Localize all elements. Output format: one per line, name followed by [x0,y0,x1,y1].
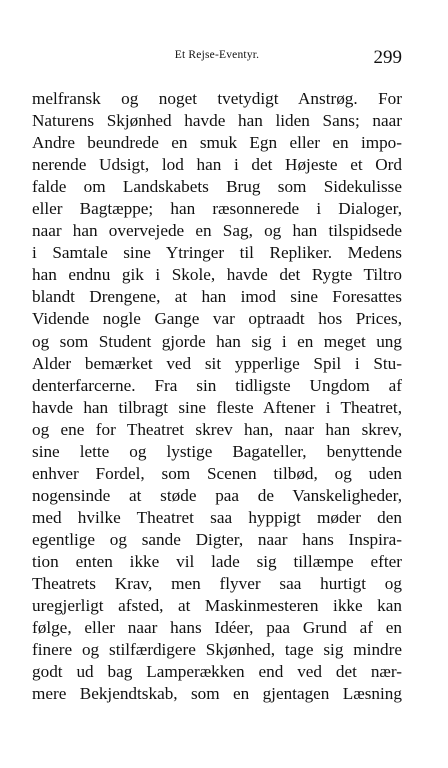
text-line: med hvilke Theatret saa hyppigt møder den [32,507,402,527]
text-line: Vidende nogle Gange var optraadt hos Prices, [32,309,402,329]
text-line: sine lette og lystige Bagateller, benyttende [32,441,402,461]
running-title: Et Rejse-Eventyr. [174,49,260,61]
text-line: enhver Fordel, som Scenen tilbød, og uden [32,463,402,483]
text-line: naar han overvejede en Sag, og han tilspidsede [32,221,402,241]
text-line: nerende Udsigt, lod han i det Højeste et Ord [32,155,402,175]
text-line: egentlige og sande Digter, naar hans Inspira- [32,529,402,549]
text-line: falde om Landskabets Brug som Sidekulisse [32,177,402,197]
text-line: finere og stilfærdigere Skjønhed, tage sig mindre [32,640,402,660]
text-line: tion enten ikke vil lade sig tillæmpe efter [32,551,402,571]
page-number: 299 [373,47,402,68]
text-line: melfransk og noget tvetydigt Anstrøg. For [32,89,402,108]
text-line: og som Student gjorde han sig i en meget ung [32,331,402,351]
text-line: han endnu gik i Skole, havde det Rygte Tiltro [32,265,402,285]
text-line: havde han tilbragt sine fleste Aftener i Theatret, [32,397,402,417]
text-line: godt ud bag Lamperækken end ved det nær- [32,662,402,682]
text-line: mere Bekjendtskab, som en gjentagen Læsning [32,684,402,704]
text-line: Alder bemærket ved sit ypperlige Spil i Stu- [32,353,402,373]
text-line: Andre beundrede en smuk Egn eller en impo- [32,133,402,153]
text-line: følge, eller naar hans Idéer, paa Grund af en [32,618,402,638]
text-line: eller Bagtæppe; han ræsonnerede i Dialoger, [32,199,402,219]
text-line: blandt Drengene, at han imod sine Foresattes [32,287,402,307]
text-line: denterfarcerne. Fra sin tidligste Ungdom af [32,375,402,395]
text-line: uregjerligt afsted, at Maskinmesteren ikke kan [32,596,402,616]
text-line: nogensinde at støde paa de Vanskeligheder, [32,485,402,505]
text-line: i Samtale sine Ytringer til Repliker. Medens [32,243,402,263]
running-head [32,47,402,71]
body-text [32,88,402,705]
text-line: og ene for Theatret skrev han, naar han skrev, [32,419,402,439]
text-line: Theatrets Krav, men flyver saa hurtigt og [32,574,402,594]
text-line: Naturens Skjønhed havde han liden Sans; naar [32,111,402,131]
